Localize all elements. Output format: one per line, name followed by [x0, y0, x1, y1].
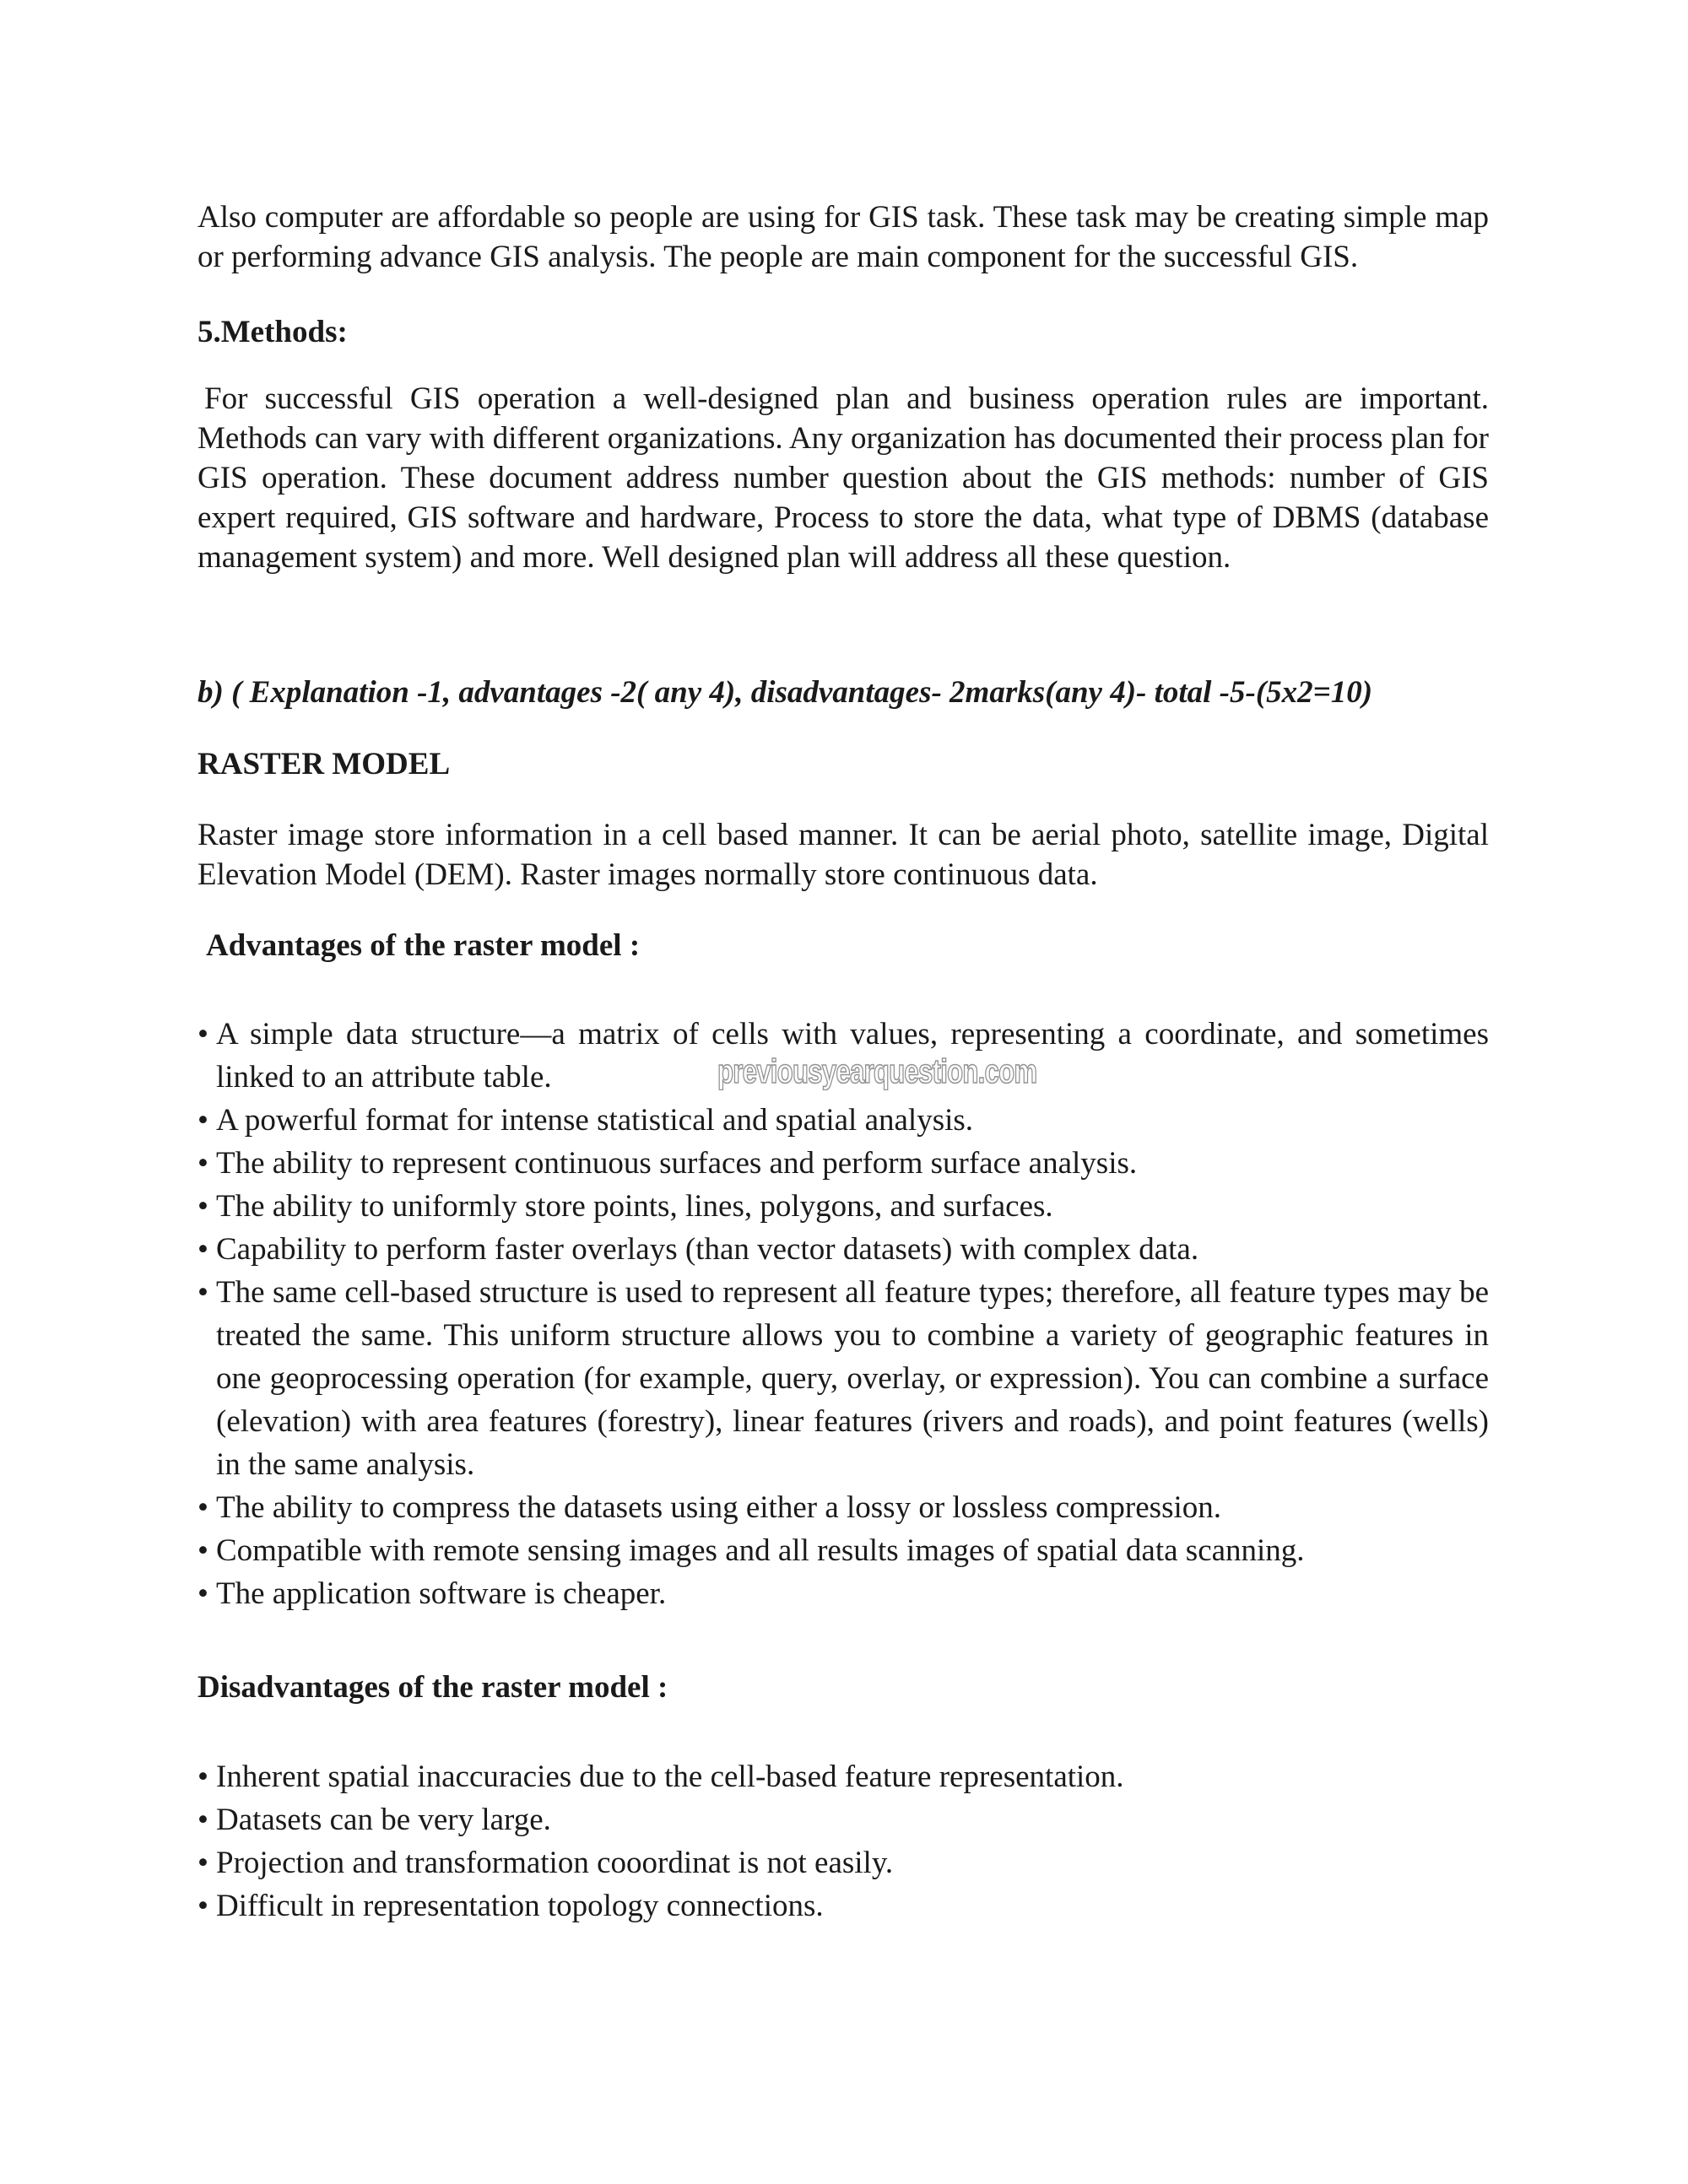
- bullet-icon: •: [197, 1017, 208, 1051]
- watermark-logo: previousyearquestion.com: [717, 1053, 1037, 1090]
- advantages-list: [197, 1013, 1489, 1615]
- list-item: • The application software is cheaper.: [197, 1572, 1489, 1615]
- list-item: • The ability to uniformly store points, lines, polygons, and surfaces.: [197, 1185, 1489, 1228]
- list-item: • Projection and transformation cooordinat is not easily.: [197, 1841, 1489, 1884]
- raster-model-heading: RASTER MODEL: [197, 747, 451, 781]
- raster-model-paragraph: Raster image store information in a cell based manner. It can be aerial photo, satellite image, Digital Elevation Model (DEM). Raster images normally store continuous data.: [197, 818, 1489, 892]
- list-item: • Compatible with remote sensing images and all results images of spatial data scanning.: [197, 1529, 1489, 1572]
- bullet-icon: •: [197, 1490, 208, 1525]
- list-item: • The same cell-based structure is used to represent all feature types; therefore, all feature types may be treated the same. This uniform structure allows you to combine a variety of geographic features in one geoprocessing operation (for example, query, overlay, or expression). You can combine a surface (elevation) with area features (forestry), linear features (rivers and roads), and point features (wells) in the same analysis.: [197, 1271, 1489, 1486]
- advantages-list-container: [197, 1013, 1489, 1615]
- advantages-heading: Advantages of the raster model :: [206, 928, 641, 963]
- list-item: • Inherent spatial inaccuracies due to the cell-based feature representation.: [197, 1755, 1489, 1798]
- disadvantages-list: [197, 1755, 1489, 1927]
- bullet-icon: •: [197, 1846, 208, 1880]
- list-item: • Difficult in representation topology connections.: [197, 1884, 1489, 1927]
- bullet-icon: •: [197, 1103, 208, 1138]
- methods-heading: 5.Methods:: [197, 315, 348, 349]
- bullet-icon: •: [197, 1533, 208, 1568]
- list-item: • A simple data structure—a matrix of cells with values, representing a coordinate, and sometimes linked to an attribute table.: [197, 1013, 1489, 1099]
- bullet-icon: •: [197, 1889, 208, 1923]
- disadvantages-heading: Disadvantages of the raster model :: [197, 1670, 668, 1705]
- bullet-icon: •: [197, 1232, 208, 1267]
- bullet-icon: •: [197, 1803, 208, 1837]
- methods-paragraph: For successful GIS operation a well-designed plan and business operation rules are important. Methods can vary with different organizations. Any organization has documented their process plan for GIS operation. These document address number question about the GIS methods: number of GIS expert required, GIS software and hardware, Process to store the data, what type of DBMS (database management system) and more. Well designed plan will address all these question.: [197, 381, 1489, 575]
- intro-paragraph: Also computer are affordable so people are using for GIS task. These task may be creating simple map or performing advance GIS analysis. The people are main component for the successful GIS.: [197, 200, 1489, 274]
- bullet-icon: •: [197, 1275, 208, 1310]
- bullet-icon: •: [197, 1760, 208, 1794]
- list-item: • The ability to compress the datasets using either a lossy or lossless compression.: [197, 1486, 1489, 1529]
- bullet-icon: •: [197, 1146, 208, 1181]
- disadvantages-list-container: [197, 1755, 1489, 1927]
- part-b-heading: b) ( Explanation -1, advantages -2( any 4), disadvantages- 2marks(any 4)- total -5-(5x2=10): [197, 675, 1373, 710]
- list-item: • Datasets can be very large.: [197, 1798, 1489, 1841]
- list-item: • The ability to represent continuous surfaces and perform surface analysis.: [197, 1142, 1489, 1185]
- list-item: • A powerful format for intense statistical and spatial analysis.: [197, 1099, 1489, 1142]
- list-item: • Capability to perform faster overlays (than vector datasets) with complex data.: [197, 1228, 1489, 1271]
- bullet-icon: •: [197, 1189, 208, 1224]
- bullet-icon: •: [197, 1576, 208, 1611]
